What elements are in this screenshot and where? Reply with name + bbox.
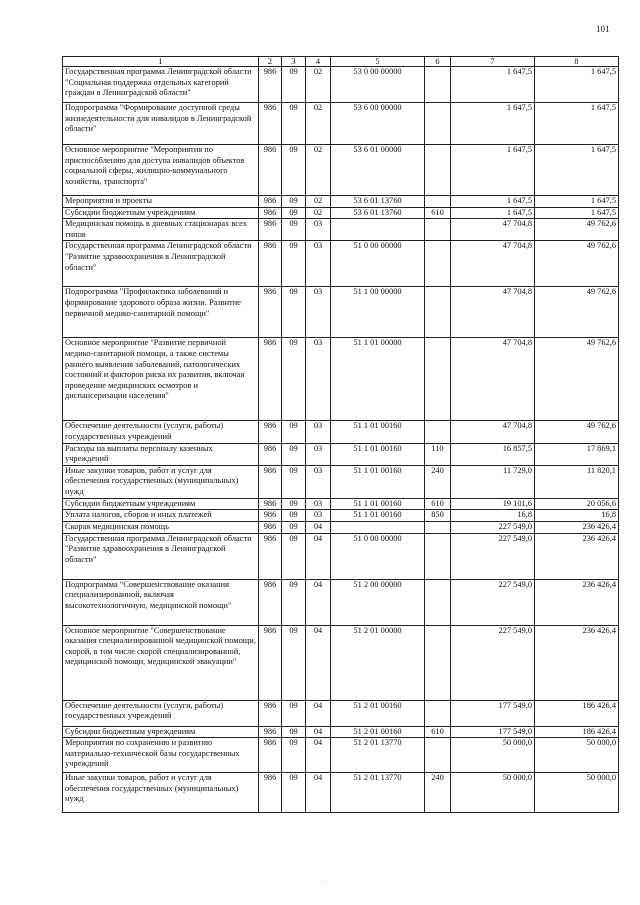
table-cell: 09	[282, 465, 306, 498]
table-cell: 53 0 00 00000	[331, 67, 425, 103]
table-row	[63, 521, 619, 533]
table-cell: 986	[259, 145, 282, 196]
column-header: 4	[306, 57, 331, 67]
table-row	[63, 700, 619, 726]
table-row	[63, 510, 619, 522]
header-row	[63, 57, 619, 67]
table-cell	[425, 625, 451, 700]
table-row	[63, 465, 619, 498]
table-row	[63, 196, 619, 208]
table-cell: 04	[306, 700, 331, 726]
table-cell: Уплата налогов, сборов и иных платежей	[63, 510, 259, 522]
table-cell: 236 426,4	[535, 533, 619, 579]
table-cell: 19 101,6	[451, 498, 535, 510]
table-cell: 11 820,1	[535, 465, 619, 498]
table-cell: Мероприятия по сохранению и развитию материально-технической базы государственных учреждений	[63, 738, 259, 773]
table-cell: Подпрограмма "Совершенствование оказания специализированной, включая высокотехнологичную, медицинской помощи"	[63, 579, 259, 625]
table-cell: 02	[306, 103, 331, 145]
table-cell	[425, 579, 451, 625]
table-cell: 51 0 00 00000	[331, 241, 425, 287]
table-cell: 09	[282, 773, 306, 813]
table-cell: 53 6 01 13760	[331, 207, 425, 219]
table-cell	[425, 533, 451, 579]
table-cell: 986	[259, 443, 282, 465]
table-cell: 51 1 01 00160	[331, 465, 425, 498]
table-cell: 09	[282, 241, 306, 287]
table-cell	[425, 738, 451, 773]
table-cell: 1 647,5	[535, 207, 619, 219]
table-cell: 16 857,5	[451, 443, 535, 465]
table-cell: 49 762,6	[535, 338, 619, 421]
table-cell	[425, 67, 451, 103]
table-cell: Субсидии бюджетным учреждениям	[63, 498, 259, 510]
table-cell: 51 1 01 00000	[331, 338, 425, 421]
table-cell: 03	[306, 287, 331, 338]
table-cell: 850	[425, 510, 451, 522]
table-cell: 986	[259, 521, 282, 533]
table-cell	[425, 287, 451, 338]
table-cell: 02	[306, 67, 331, 103]
table-cell: 610	[425, 498, 451, 510]
table-cell: 1 647,5	[451, 67, 535, 103]
table-cell: 04	[306, 726, 331, 738]
table-cell: 09	[282, 510, 306, 522]
table-cell: Государственная программа Ленинградской области "Развитие здравоохранения в Ленинградской области"	[63, 533, 259, 579]
table-cell: 50 000,0	[451, 773, 535, 813]
table-row	[63, 738, 619, 773]
table-cell: 03	[306, 421, 331, 443]
table-cell: 09	[282, 521, 306, 533]
table-row	[63, 241, 619, 287]
table-cell: 186 426,4	[535, 726, 619, 738]
table-cell: Основное мероприятие "Развитие первичной медико-санитарной помощи, а также системы раннего выявления заболеваний, патологических состояний и факторов риска их развития, включая проведение медицинских осмотров и диспансеризации населения"	[63, 338, 259, 421]
table-cell: 986	[259, 207, 282, 219]
table-cell: 51 2 01 00000	[331, 625, 425, 700]
table-cell: Государственная программа Ленинградской области "Социальная поддержка отдельных категорий граждан в Ленинградской области"	[63, 67, 259, 103]
table-cell	[331, 521, 425, 533]
table-cell: Субсидии бюджетным учреждениям	[63, 207, 259, 219]
column-header: 5	[331, 57, 425, 67]
table-cell: 610	[425, 207, 451, 219]
table-cell	[425, 421, 451, 443]
table-cell: 986	[259, 421, 282, 443]
table-cell: 51 1 01 00160	[331, 421, 425, 443]
table-cell: 47 704,8	[451, 241, 535, 287]
table-cell	[425, 338, 451, 421]
table-cell: 240	[425, 465, 451, 498]
table-cell: 986	[259, 579, 282, 625]
table-cell: 04	[306, 533, 331, 579]
table-cell	[425, 145, 451, 196]
column-header: 6	[425, 57, 451, 67]
table-cell: 51 1 00 00000	[331, 287, 425, 338]
table-cell: 240	[425, 773, 451, 813]
table-cell: 04	[306, 579, 331, 625]
table-cell: 51 1 01 00160	[331, 443, 425, 465]
table-cell: 04	[306, 521, 331, 533]
table-cell: 986	[259, 510, 282, 522]
table-cell: 09	[282, 625, 306, 700]
table-cell: 04	[306, 738, 331, 773]
table-cell: 51 2 00 00000	[331, 579, 425, 625]
table-row	[63, 533, 619, 579]
table-cell: 09	[282, 579, 306, 625]
table-cell: 51 1 01 00160	[331, 498, 425, 510]
table-cell: 236 426,4	[535, 579, 619, 625]
table-cell: 50 000,0	[535, 738, 619, 773]
table-cell: Субсидии бюджетным учреждениям	[63, 726, 259, 738]
table-cell: 986	[259, 625, 282, 700]
table-cell: Государственная программа Ленинградской области "Развитие здравоохранения в Ленинградской области"	[63, 241, 259, 287]
table-cell	[425, 103, 451, 145]
table-cell: 50 000,0	[535, 773, 619, 813]
table-cell: 09	[282, 207, 306, 219]
table-cell: Скорая медицинская помощь	[63, 521, 259, 533]
table-row	[63, 103, 619, 145]
table-cell: 51 0 00 00000	[331, 533, 425, 579]
table-cell: 227 549,0	[451, 579, 535, 625]
table-cell: 51 2 01 00160	[331, 726, 425, 738]
table-cell	[425, 700, 451, 726]
table-cell: 1 647,5	[535, 196, 619, 208]
table-cell: 11 729,0	[451, 465, 535, 498]
table-cell: 17 869,1	[535, 443, 619, 465]
table-cell: 986	[259, 219, 282, 241]
table-cell: 986	[259, 533, 282, 579]
table-row	[63, 219, 619, 241]
table-cell: 02	[306, 145, 331, 196]
table-cell: 1 647,5	[451, 145, 535, 196]
table-cell: 09	[282, 533, 306, 579]
table-cell: 02	[306, 196, 331, 208]
table-cell: 986	[259, 287, 282, 338]
table-cell: 09	[282, 103, 306, 145]
table-row	[63, 287, 619, 338]
scan-mark: ·	[322, 878, 325, 886]
table-cell: 53 6 01 00000	[331, 145, 425, 196]
column-header: 3	[282, 57, 306, 67]
table-cell: 49 762,6	[535, 241, 619, 287]
table-cell: 986	[259, 700, 282, 726]
page-number: 101	[596, 24, 610, 34]
table-cell: 02	[306, 207, 331, 219]
table-cell: Обеспечение деятельности (услуги, работы) государственных учреждений	[63, 700, 259, 726]
table-cell: 186 426,4	[535, 700, 619, 726]
table-row	[63, 625, 619, 700]
table-cell: 03	[306, 338, 331, 421]
table-cell: 47 704,8	[451, 338, 535, 421]
table-cell: 16,8	[451, 510, 535, 522]
table-cell: 1 647,5	[535, 145, 619, 196]
table-cell: Медицинская помощь в дневных стационарах всех типов	[63, 219, 259, 241]
table-cell: 09	[282, 196, 306, 208]
table-cell: Иные закупки товаров, работ и услуг для обеспечения государственных (муниципальных) нужд	[63, 465, 259, 498]
table-cell: Подпрограмма "Профилактика заболеваний и формирование здорового образа жизни. Развитие первичной медико-санитарной помощи"	[63, 287, 259, 338]
table-cell: 09	[282, 738, 306, 773]
table-cell: 51 2 01 00160	[331, 700, 425, 726]
table-row	[63, 145, 619, 196]
table-cell: Основное мероприятие "Совершенствование оказания специализированной медицинской помощи, скорой, в том числе скорой специализированной, медицинской помощи, медицинской эвакуации"	[63, 625, 259, 700]
table-cell	[425, 196, 451, 208]
table-row	[63, 498, 619, 510]
table-cell: 03	[306, 465, 331, 498]
table-cell: 09	[282, 443, 306, 465]
table-cell: 236 426,4	[535, 521, 619, 533]
table-cell: Иные закупки товаров, работ и услуг для обеспечения государственных (муниципальных) нужд	[63, 773, 259, 813]
table-cell: Расходы на выплаты персоналу казенных учреждений	[63, 443, 259, 465]
table-cell: 09	[282, 421, 306, 443]
column-header: 8	[535, 57, 619, 67]
table-cell: 1 647,5	[451, 103, 535, 145]
column-header: 7	[451, 57, 535, 67]
table-cell	[425, 219, 451, 241]
table-cell: 49 762,6	[535, 219, 619, 241]
table-cell: 09	[282, 498, 306, 510]
table-cell: 986	[259, 465, 282, 498]
budget-table	[62, 56, 619, 813]
table-row	[63, 773, 619, 813]
table-cell: 986	[259, 773, 282, 813]
table-row	[63, 67, 619, 103]
table-cell: 986	[259, 338, 282, 421]
table-cell: Обеспечение деятельности (услуги, работы) государственных учреждений	[63, 421, 259, 443]
table-cell: 51 2 01 13770	[331, 773, 425, 813]
table-cell: Основное мероприятие "Мероприятия по приспособлению для доступа инвалидов объектов социальной сферы, жилищно-коммунального хозяйства, транспорта"	[63, 145, 259, 196]
table-cell: 03	[306, 498, 331, 510]
table-cell: 51 2 01 13770	[331, 738, 425, 773]
table-cell: 09	[282, 145, 306, 196]
table-cell: 47 704,8	[451, 421, 535, 443]
table-cell: 227 549,0	[451, 521, 535, 533]
table-cell: 04	[306, 625, 331, 700]
table-cell: 49 762,6	[535, 287, 619, 338]
column-header: 1	[63, 57, 259, 67]
table-cell: 1 647,5	[451, 196, 535, 208]
table-row	[63, 579, 619, 625]
table-cell: 610	[425, 726, 451, 738]
table-cell: Мероприятия и проекты	[63, 196, 259, 208]
table-cell: 47 704,8	[451, 219, 535, 241]
table-cell: 03	[306, 219, 331, 241]
table-cell: 09	[282, 700, 306, 726]
table-cell: 986	[259, 196, 282, 208]
table-cell: 50 000,0	[451, 738, 535, 773]
table-cell: 20 056,6	[535, 498, 619, 510]
table-cell: 47 704,8	[451, 287, 535, 338]
table-row	[63, 421, 619, 443]
table-row	[63, 726, 619, 738]
table-cell: 03	[306, 443, 331, 465]
table-cell: 227 549,0	[451, 625, 535, 700]
table-cell: Подпрограмма "Формирование доступной среды жизнедеятельности для инвалидов в Ленинградской области"	[63, 103, 259, 145]
table-cell: 09	[282, 219, 306, 241]
table-row	[63, 443, 619, 465]
table-row	[63, 338, 619, 421]
table-cell	[425, 521, 451, 533]
table-cell: 236 426,4	[535, 625, 619, 700]
table-cell: 53 6 01 13760	[331, 196, 425, 208]
table-cell: 53 6 00 00000	[331, 103, 425, 145]
table-cell: 986	[259, 726, 282, 738]
column-header: 2	[259, 57, 282, 67]
table-cell: 110	[425, 443, 451, 465]
table-cell: 1 647,5	[535, 67, 619, 103]
table-cell: 04	[306, 773, 331, 813]
table-cell: 986	[259, 67, 282, 103]
table-cell: 16,8	[535, 510, 619, 522]
table-cell: 986	[259, 103, 282, 145]
table-cell: 03	[306, 510, 331, 522]
table-cell: 09	[282, 67, 306, 103]
table-cell: 227 549,0	[451, 533, 535, 579]
table-row	[63, 207, 619, 219]
table-cell: 986	[259, 241, 282, 287]
table-cell: 177 549,0	[451, 700, 535, 726]
table-cell: 09	[282, 338, 306, 421]
table-cell: 09	[282, 726, 306, 738]
table-cell: 51 1 01 00160	[331, 510, 425, 522]
table-cell: 986	[259, 498, 282, 510]
table-cell: 09	[282, 287, 306, 338]
table-cell: 986	[259, 738, 282, 773]
table-cell	[331, 219, 425, 241]
table-cell	[425, 241, 451, 287]
table-cell: 1 647,5	[451, 207, 535, 219]
table-cell: 177 549,0	[451, 726, 535, 738]
table-cell: 1 647,5	[535, 103, 619, 145]
table-cell: 49 762,6	[535, 421, 619, 443]
table-cell: 03	[306, 241, 331, 287]
table-body	[63, 67, 619, 813]
